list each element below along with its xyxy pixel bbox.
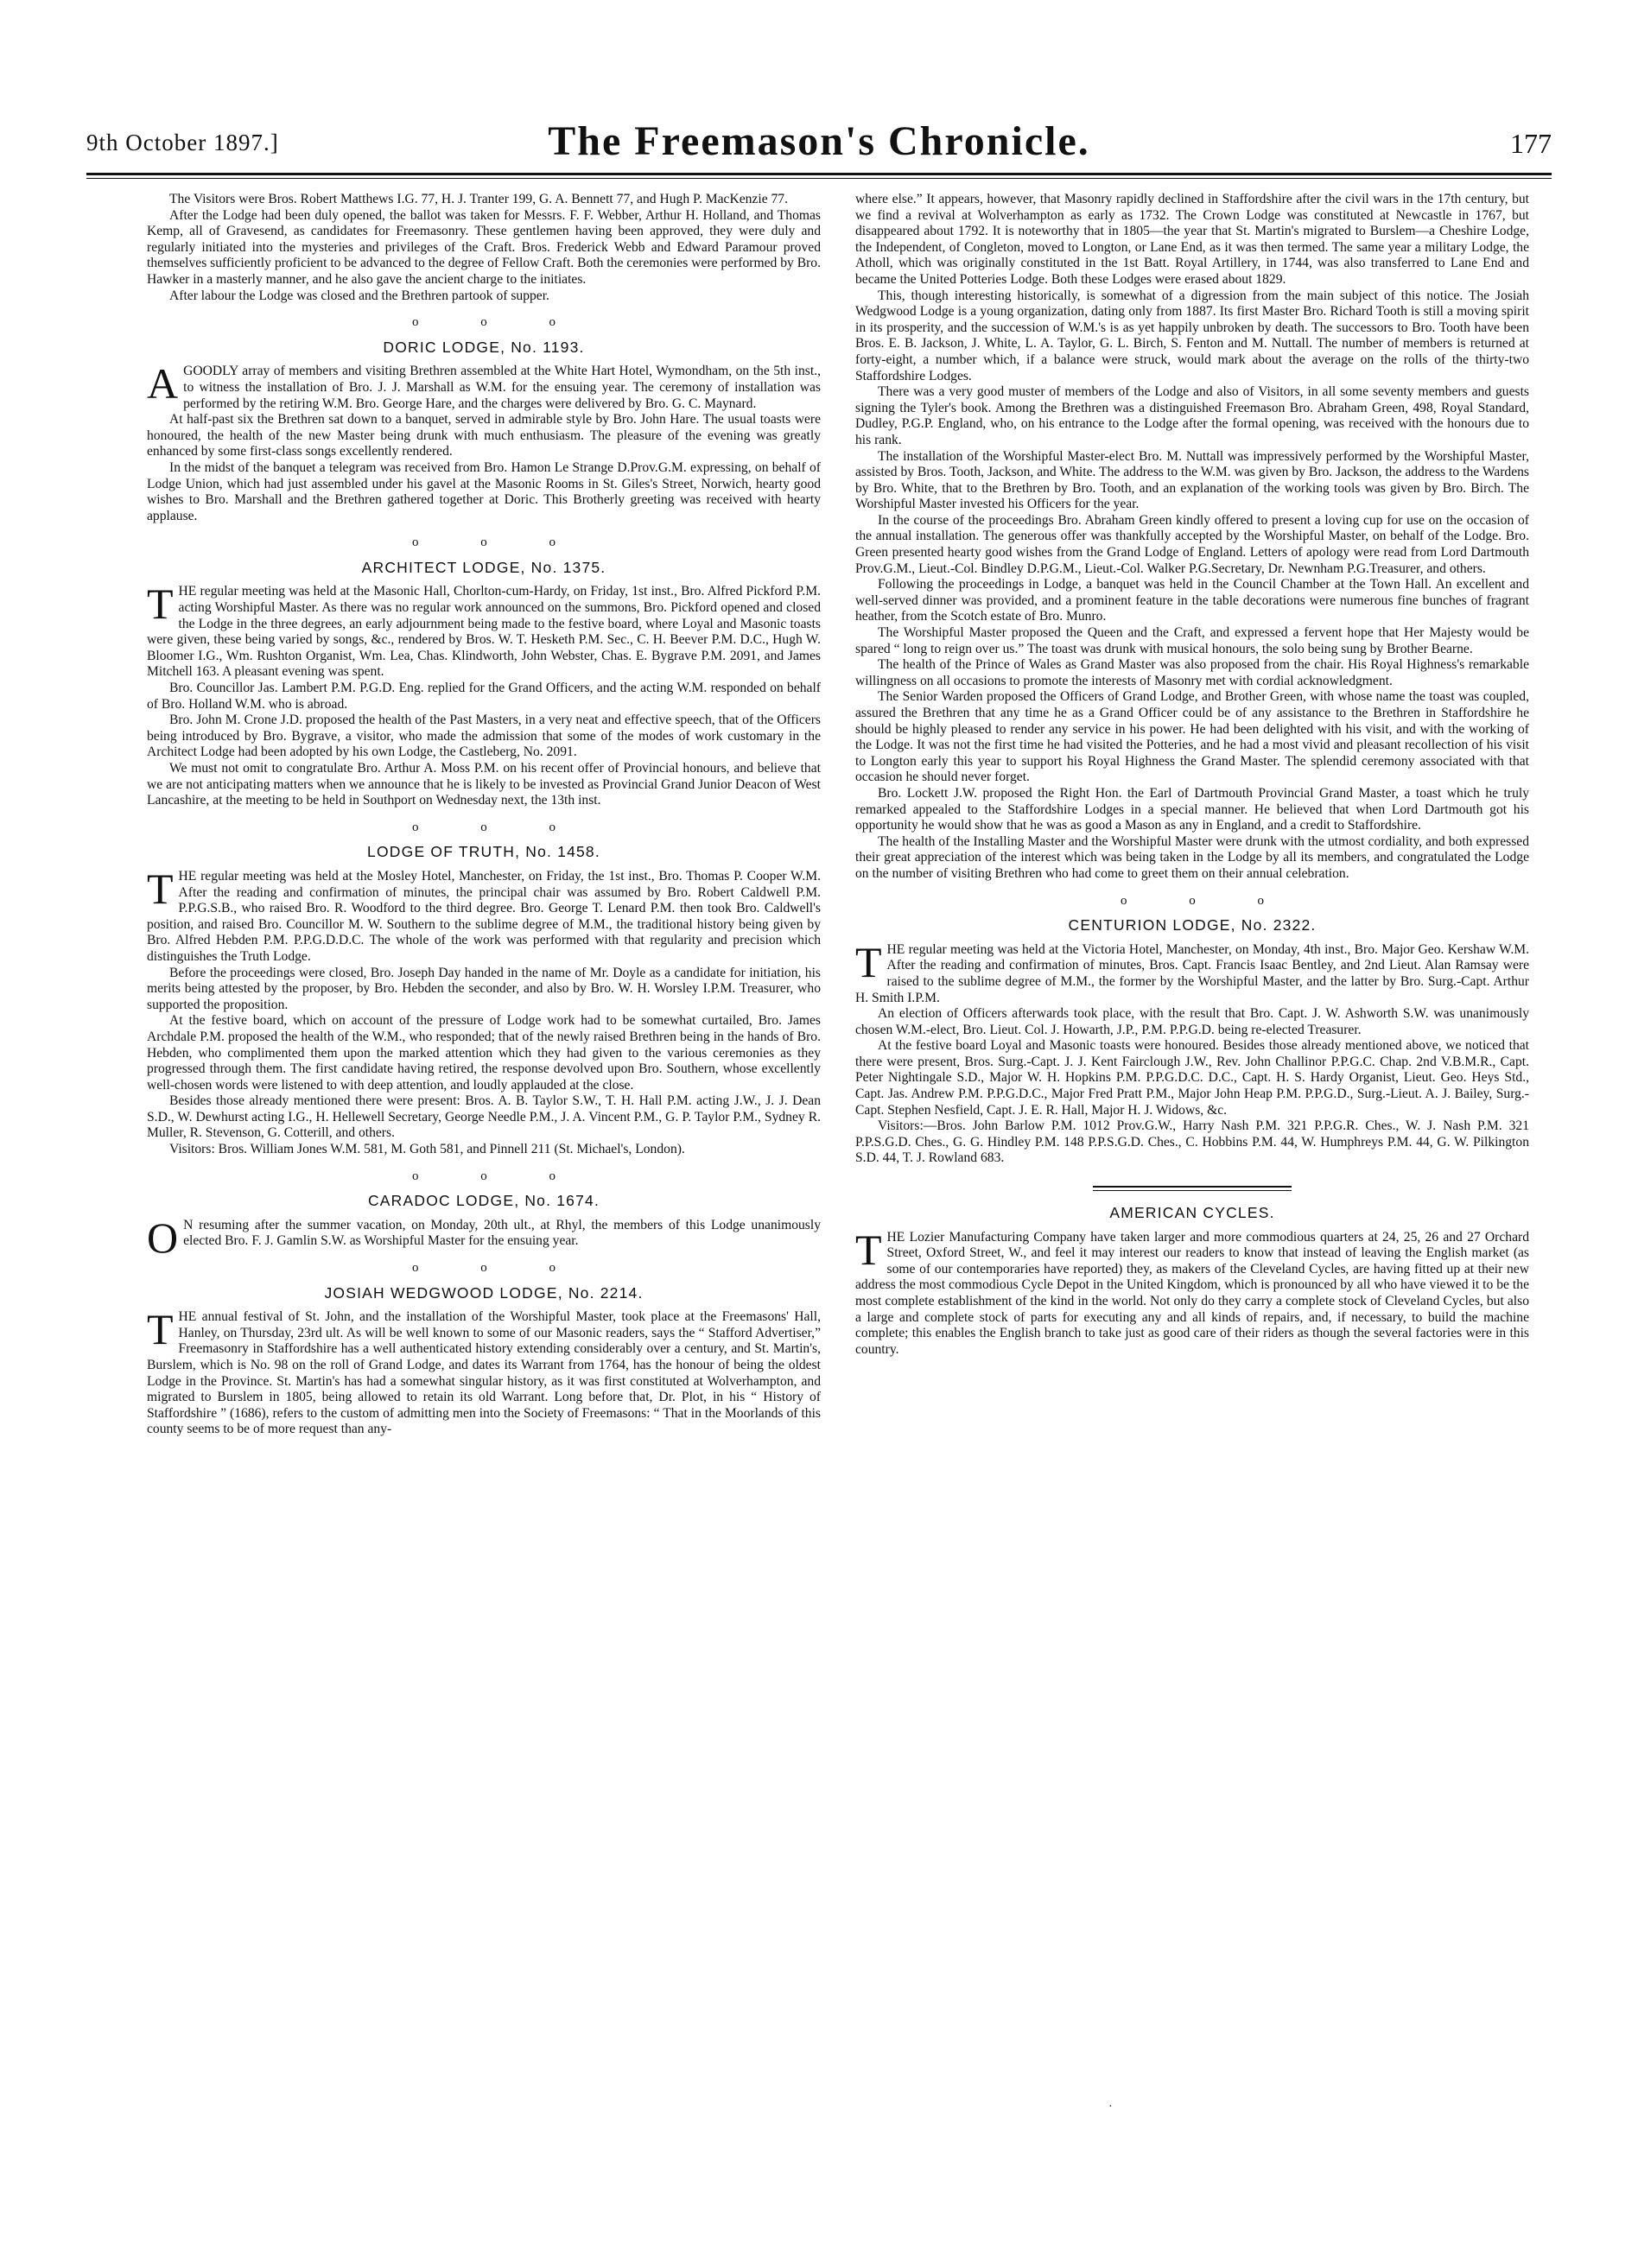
stray-mark: ·: [1108, 2100, 1113, 2113]
drop-cap: A: [147, 359, 179, 409]
article-paragraph: We must not omit to congratulate Bro. Arthur A. Moss P.M. on his recent offer of Provincial honours, and believe that we are not anticipating matters when we announce that he is likely to be invested as Provincial Grand Junior Deacon of West Lancashire, at the meeting to be held in Southport on Wednesday next, the 13th inst.: [147, 761, 821, 808]
article-paragraph: After the Lodge had been duly opened, the ballot was taken for Messrs. F. F. Webber, Arthur H. Holland, and Thomas Kemp, all of Gravesend, as candidates for Freemasonry. These gentlemen having been approved, they were duly and regularly initiated into the mysteries and privileges of the Craft. Bros. Frederick Webb and Edward Paramour proved themselves sufficiently proficient to be advanced to the degree of Fellow Craft. Both the ceremonies were performed by Bro. Hawker in a masterly manner, and he also gave the ancient charge to the initiates.: [147, 207, 822, 287]
article-paragraph: Following the proceedings in Lodge, a banquet was held in the Council Chamber at the Town Hall. An excellent and well-served dinner was provided, and a prominent feature in the table decorations were numerous fine bunches of fragrant heather, from the Scotch estate of Bro. Munro.: [855, 577, 1529, 624]
article-paragraph: Visitors: Bros. William Jones W.M. 581, M. Goth 581, and Pinnell 211 (St. Michael's, London).: [169, 1142, 685, 1157]
article-paragraph: O N resuming after the summer vacation, on Monday, 20th ult., at Rhyl, the members of this Lodge unanimously elected Bro. F. J. Gamlin S.W. as Worshipful Master for the ensuing year.: [147, 1213, 821, 1262]
section-separator: o o o: [412, 535, 585, 550]
article-paragraph: AGOODLY array of members and visiting Brethren assembled at the White Hart Hotel, Wymondham, on the 5th inst., to witness the installation of Bro. J. J. Marshall as W.M. for the ensuing year. The ceremony of installation was performed by the retiring W.M. Bro. George Hare, and the charges were delivered by Bro. G. C. Maynard.: [147, 359, 821, 411]
article-paragraph: The health of the Prince of Wales as Grand Master was also proposed from the chair. His Royal Highness's remarkable willingness on all occasions to promote the interests of Masonry met with cordial acknowledgment.: [855, 657, 1529, 688]
drop-cap: T: [147, 580, 174, 629]
article-paragraph: After labour the Lodge was closed and the Brethren partook of supper.: [169, 288, 549, 303]
section-rule: [1093, 1186, 1292, 1188]
article-paragraph: THE annual festival of St. John, and the installation of the Worshipful Master, took place at the Freemasons' Hall, Hanley, on Thursday, 23rd ult. As will be well known to some of our Masonic readers, says the “ Stafford Advertiser,” Freemasonry in Staffordshire has a well authenticated history extending considerably over a century, and St. Martin's, Burslem, which is No. 98 on the roll of Grand Lodge, and dates its Warrant from 1764, has the honour of being the oldest Lodge in the Province. St. Martin's has had a somewhat singular history, as it was first constituted at Wolverhampton, and migrated to Burslem in 1805, being allowed to retain its old Warrant. Long before that, Dr. Plot, in his “ History of Staffordshire ” (1686), refers to the custom of admitting men into the Society of Freemasons: “ That in the Moorlands of this county seems to be of more request than any-: [147, 1305, 821, 1437]
section-separator: o o o: [412, 820, 585, 834]
article-paragraph: At the festive board, which on account of the pressure of Lodge work had to be somewhat curtailed, Bro. James Archdale P.M. proposed the health of the W.M., who responded; that of the newly raised Brethren being in the hands of Bro. Hebden, who complimented them upon the marked attention which they had given to the various ceremonies as they progressed through them. The first candidate having retired, the response devolved upon Bro. Southern, whose excellently well-chosen words were listened to with deep attention, and loudly applauded at the close.: [147, 1013, 821, 1093]
drop-cap: T: [855, 937, 882, 986]
article-paragraph: The Worshipful Master proposed the Queen and the Craft, and expressed a fervent hope that Her Majesty would be spared “ long to reign over us.” The toast was drunk with musical honours, the solo being sung by Brother Bearne.: [855, 625, 1529, 656]
section-separator: o o o: [1121, 893, 1293, 908]
article-paragraph: Bro. John M. Crone J.D. proposed the health of the Past Masters, in a very neat and effective speech, that of the Officers being introduced by Bro. Bygrave, a visitor, who made the admission that some of the modes of work customary in the Architect Lodge had been adopted by his own Lodge, the Castleberg, No. 2091.: [147, 713, 821, 760]
article-paragraph: Besides those already mentioned there were present: Bros. A. B. Taylor S.W., T. H. Hall P.M. acting J.W., J. J. Dean S.D., W. Dewhurst acting I.G., H. Hellewell Secretary, George Needle P.M., J. A. Vincent P.M., G. P. Taylor P.M., Sydney R. Muller, R. Stevenson, G. Cotterill, and others.: [147, 1093, 821, 1141]
section-heading-cycles: AMERICAN CYCLES.: [1109, 1204, 1275, 1222]
masthead-rule-thin: [86, 178, 1552, 179]
article-paragraph: At half-past six the Brethren sat down to a banquet, served in admirable style by Bro. John Hare. The usual toasts were honoured, the health of the new Master being drunk with much enthusiasm. The pleasure of the evening was greatly enhanced by some first-class songs excellently rendered.: [147, 412, 821, 459]
section-heading-doric: DORIC LODGE, No. 1193.: [383, 338, 585, 356]
section-heading-truth: LODGE OF TRUTH, No. 1458.: [367, 843, 600, 861]
masthead-rule: [86, 173, 1552, 175]
drop-cap: T: [147, 864, 174, 913]
drop-cap: T: [855, 1225, 882, 1274]
issue-date: 9th October 1897.]: [86, 130, 279, 155]
article-paragraph: The installation of the Worshipful Master-elect Bro. M. Nuttall was impressively performed by the Worshipful Master, assisted by Bros. Tooth, Jackson, and White. The address to the W.M. was given by Bro. Jackson, the address to the Wardens by Bro. White, that to the Brethren by Bro. Tooth, and an explanation of the working tools was given by Bro. Birch. The Worshipful Master invested his Officers for the year.: [855, 448, 1529, 512]
masthead: [86, 102, 1552, 171]
article-paragraph: Before the proceedings were closed, Bro. Joseph Day handed in the name of Mr. Doyle as a candidate for initiation, his merits being attested by the proposer, by Bro. Hebden the seconder, and also by Bro. W. H. Worsley I.P.M. Treasurer, who supported the proposition.: [147, 965, 821, 1012]
section-rule-thin: [1093, 1190, 1292, 1191]
left-column: [147, 192, 821, 1438]
article-paragraph: This, though interesting historically, is somewhat of a digression from the main subject of this notice. The Josiah Wedgwood Lodge is a young organization, dating only from 1887. Its first Master Bro. Richard Tooth is still a moving spirit in its prosperity, and the succession of W.M.'s is as yet happily unbroken by death. The successors to Bro. Tooth have been Bros. E. B. Jackson, J. White, L. A. Taylor, G. L. Birch, S. Fenton and M. Nuttall. The number of members is returned at forty-eight, a number which, if a balance were struck, would mark about the average on the rolls of the thirty-two Staffordshire Lodges.: [855, 288, 1529, 383]
article-paragraph: In the midst of the banquet a telegram was received from Bro. Hamon Le Strange D.Prov.G.M. expressing, on behalf of Lodge Union, which had just assembled under his gavel at the Masonic Rooms in St. Giles's Street, Norwich, hearty good wishes to Bro. Marshall and the Brethren gathered together at Doric. This Brotherly greeting was received with hearty applause.: [147, 459, 821, 523]
right-column: [855, 192, 1529, 1358]
newspaper-title: The Freemason's Chronicle.: [548, 118, 1090, 164]
article-paragraph: There was a very good muster of members of the Lodge and also of Visitors, in all some seventy members and guests signing the Tyler's book. Among the Brethren was a distinguished Freemason Bro. Abraham Green, 498, Royal Standard, Dudley, P.G.P. England, who, on his entrance to the Lodge after the formal opening, was received with the honours due to his rank.: [855, 384, 1529, 447]
article-paragraph: THE regular meeting was held at the Victoria Hotel, Manchester, on Monday, 4th inst., Bro. Major Geo. Kershaw W.M. After the reading and confirmation of minutes, Bros. Capt. Francis Isaac Bentley, and 2nd Lieut. Alan Ramsay were raised to the sublime degree of M.M., the former by the Worshipful Master, and the latter by Bro. Surg.-Capt. Arthur H. Smith I.P.M.: [855, 937, 1529, 1005]
article-paragraph: Bro. Lockett J.W. proposed the Right Hon. the Earl of Dartmouth Provincial Grand Master, a toast which he truly remarked appealed to the Staffordshire Lodges in a special manner. He believed that when Lord Dartmouth got his opportunity he would show that he was as good a Mason as any in England, and a credit to Staffordshire.: [855, 785, 1529, 833]
page-number: 177: [1510, 128, 1552, 159]
article-paragraph: The health of the Installing Master and the Worshipful Master were drunk with the utmost cordiality, and both expressed their great appreciation of the interest which was being taken in the Lodge by all its members, and congratulated the Lodge on the number of visiting Brethren who had come to greet them on their annual celebration.: [855, 833, 1529, 881]
section-heading-caradoc: CARADOC LODGE, No. 1674.: [367, 1192, 600, 1210]
section-separator: o o o: [412, 1261, 585, 1276]
section-heading-centurion: CENTURION LODGE, No. 2322.: [1068, 916, 1317, 934]
visitors-paragraph: The Visitors were Bros. Robert Matthews I.G. 77, H. J. Tranter 199, G. A. Bennett 77, and Hugh P. MacKenzie 77.: [169, 192, 789, 206]
article-paragraph: THE Lozier Manufacturing Company have taken larger and more commodious quarters at 24, 25, 26 and 27 Orchard Street, Oxford Street, W., and feel it may interest our readers to know that instead of leaving the English market (as some of our contemporaries have reported) they, as makers of the Cleveland Cycles, are having fitted up at their new address the most commodious Cycle Depot in the United Kingdom, which is pronounced by all who have viewed it to be the most complete establishment of the kind in the world. Not only do they carry a complete stock of Cleveland Cycles, but also a large and complete stock of parts for executing any and all kinds of repairs, and, if necessary, to build the machine complete; this enables the English branch to take just as good care of their riders as though the several factories were in this country.: [855, 1225, 1529, 1357]
article-paragraph: Visitors:—Bros. John Barlow P.M. 1012 Prov.G.W., Harry Nash P.M. 321 P.P.G.R. Ches., W. J. Nash P.M. 321 P.P.S.G.D. Ches., G. G. Hindley P.M. 148 P.P.S.G.D. Ches., C. Hobbins P.M. 44, W. Humphreys P.M. 44, G. W. Pilkington S.D. 44, T. J. Rowland 683.: [855, 1118, 1529, 1166]
section-separator: o o o: [412, 1169, 585, 1183]
drop-cap: T: [147, 1305, 174, 1354]
article-paragraph: THE regular meeting was held at the Mosley Hotel, Manchester, on Friday, the 1st inst., Bro. Thomas P. Cooper W.M. After the reading and confirmation of minutes, the principal chair was assumed by Bro. Robert Caldwell P.M. P.P.G.S.B., who raised Bro. R. Woodford to the third degree. Bro. George T. Lenard P.M. then took Bro. Caldwell's position, and raised Bro. Councillor M. W. Southern to the sublime degree of M.M., the traditional history being given by Bro. Alfred Hebden P.M. P.P.G.D.D.C. The whole of the work was performed with that regularity and precision which distinguishes the Truth Lodge.: [147, 864, 821, 964]
section-heading-architect: ARCHITECT LODGE, No. 1375.: [361, 558, 606, 576]
article-paragraph: An election of Officers afterwards took place, with the result that Bro. Capt. J. W. Ashworth S.W. was unanimously chosen W.M.-elect, Bro. Lieut. Col. J. Howarth, J.P., P.M. P.P.G.D. being re-elected Treasurer.: [855, 1006, 1529, 1037]
article-paragraph: where else.” It appears, however, that Masonry rapidly declined in Staffordshire after the civil wars in the 17th century, but we find a revival at Wolverhampton as early as 1732. The Crown Lodge was constituted at Newcastle in 1767, but disappeared about 1792. It is noteworthy that in 1805—the year that St. Martin's migrated to Burslem—a Cheshire Lodge, the Independent, of Congleton, moved to Longton, or Lane End, as it was then termed. The same year a military Lodge, the Atholl, which was originally constituted in the 1st Batt. Royal Artillery, in 1744, was also transferred to Lane End and became the United Potteries Lodge. Both these Lodges were erased about 1829.: [855, 192, 1529, 287]
drop-cap: O: [147, 1213, 179, 1262]
section-separator: o o o: [412, 315, 585, 330]
article-paragraph: The Senior Warden proposed the Officers of Grand Lodge, and Brother Green, with whose name the toast was coupled, assured the Brethren that any time he as a Grand Officer could be of any assistance to the Brethren in Staffordshire he should be highly pleased to render any service in his power. He had been delighted with his visit, and with the working of the Lodge. It was not the first time he had visited the Potteries, and he had a most vivid and pleasant recollection of his visit to Longton early this year to support his Royal Highness the Grand Master. The splendid ceremony associated with that occasion he should never forget.: [855, 689, 1529, 785]
article-paragraph: THE regular meeting was held at the Masonic Hall, Chorlton-cum-Hardy, on Friday, 1st inst., Bro. Alfred Pickford P.M. acting Worshipful Master. As there was no regular work announced on the summons, Bro. Pickford opened and closed the Lodge in the three degrees, an early adjournment being made to the festive board, where Loyal and Masonic toasts were given, these being varied by songs, &c., rendered by Bros. W. T. Hesketh P.M. Sec., C. H. Beever P.M. D.C., Hugh W. Bloomer I.G., Wm. Rushton Organist, Wm. Lea, Chas. Klindworth, John Webster, Chas. E. Bygrave P.M. 2091, and James Mitchell 163. A pleasant evening was spent.: [147, 580, 821, 680]
article-paragraph: Bro. Councillor Jas. Lambert P.M. P.G.D. Eng. replied for the Grand Officers, and the acting W.M. responded on behalf of Bro. Holland W.M. who is abroad.: [147, 681, 821, 712]
article-paragraph: In the course of the proceedings Bro. Abraham Green kindly offered to present a loving cup for use on the occasion of the annual installation. The generous offer was thankfully accepted by the Worshipful Master, on behalf of the Lodge. Bro. Green presented hearty good wishes from the Grand Lodge of England. Letters of apology were read from Lord Dartmouth Prov.G.M., Lieut.-Col. Bindley D.P.G.M., Lieut.-Col. Walker P.G.Secretary, Dr. Newnham P.G.Treasurer, and others.: [855, 512, 1529, 576]
section-heading-wedgwood: JOSIAH WEDGWOOD LODGE, No. 2214.: [324, 1283, 644, 1302]
article-paragraph: At the festive board Loyal and Masonic toasts were honoured. Besides those already mentioned above, we noticed that there were present, Bros. Surg.-Capt. J. J. Kent Fairclough J.W., Rev. John Challinor P.P.G.C. Chap. 2nd V.B.M.R., Capt. Peter Nightingale S.D., Major W. H. Hopkins P.M. P.P.G.D.C. D.C., Capt. H. S. Hardy Organist, Lieut. Geo. Heys Std., Capt. Jas. Andrew P.M. P.P.G.D.C., Major Fred Pratt P.M., Major John Heap P.M. P.P.G.D., Surg.-Lieut. A. J. Bailey, Surg.-Capt. Stephen Nesfield, Capt. J. E. R. Hall, Major H. J. Widows, &c.: [855, 1038, 1529, 1118]
